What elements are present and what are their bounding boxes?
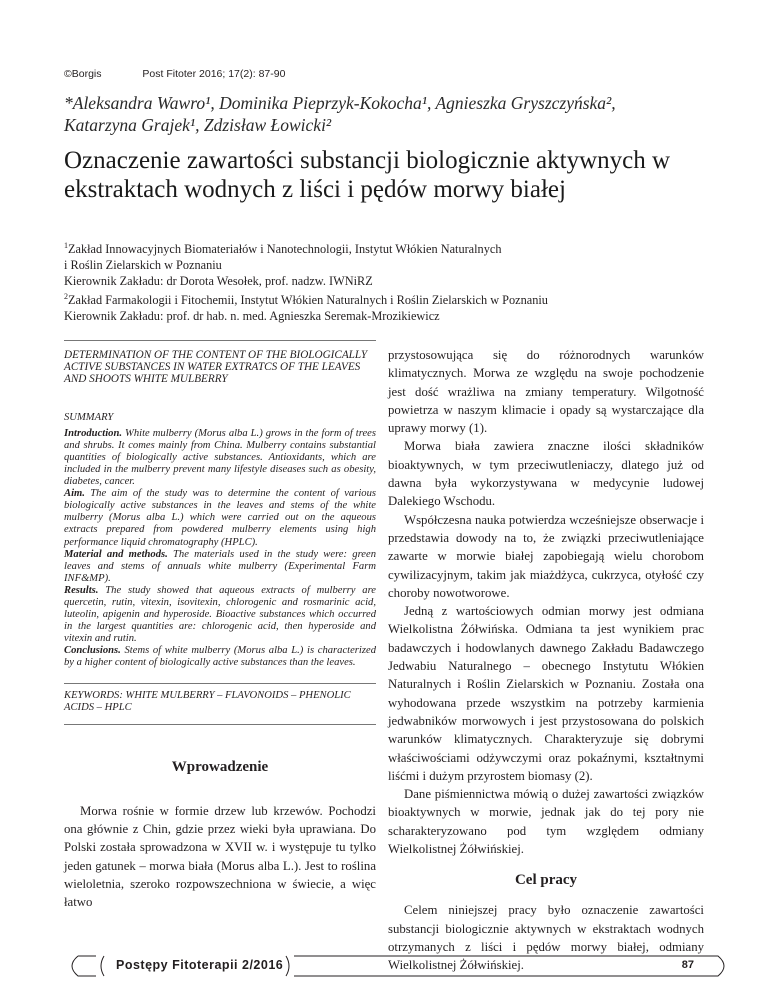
page-number: 87 — [681, 959, 694, 971]
summary-aim: Aim. The aim of the study was to determine the content of various biologically active substances in the leaves and stems of the white mulberry (Morus alba L.) which were carried out on the aqueous extracts prepared from powdered mulberry elements using high performance liquid chromatography (HPLC). — [64, 488, 376, 548]
body-paragraph: Dane piśmiennictwa mówią o dużej zawartości związków bioaktywnych w morwie, jednak jak do tej pory nie scharakteryzowano pod tym względem odmiany Wielkolistnej Żółwińskiej. — [388, 787, 704, 857]
body-paragraph: przystosowująca się do różnorodnych warunków klimatycznych. Morwa ze względu na swoje pochodzenie jest dość wrażliwa na zmiany temperatury. Wilgotność powietrza w naszym klimacie i opady są wystarczające dla uprawy morwy (1). — [388, 348, 704, 436]
page-footer — [64, 955, 732, 977]
affiliation-line: $^1$Zakład Innowacyjnych Biomateriałów i Nanotechnologii, Instytut Włókien Naturalnych — [64, 241, 502, 257]
summary-introduction: Introduction. White mulberry (Morus alba L.) grows in the form of trees and shrubs. It comes mainly from China. Mulberry contains substantial quantities of biologically active substances. Antioxidants, which are included in the mulberry prevent many lifestyle diseases such as obesity, diabetes, cancer. — [64, 427, 376, 488]
body-paragraph: Morwa biała zawiera znaczne ilości składników bioaktywnych, w tym przeciwutleniaczy, dlatego już od dawna była wykorzystywana w medycynie ludowej Dalekiego Wschodu. — [388, 439, 704, 509]
copyright-notice: ©Borgis — [64, 68, 102, 80]
author-list — [64, 92, 724, 136]
section-heading-aim: Cel pracy — [514, 872, 578, 889]
english-title: DETERMINATION OF THE CONTENT OF THE BIOLOGICALLY ACTIVE SUBSTANCES IN WATER EXTRATCS OF THE LEAVES AND SHOOTS WHITE MULBERRY — [64, 349, 368, 386]
body-paragraph: Współczesna nauka potwierdza wcześniejsze obserwacje i przedstawia dowody na to, że związki przeciwutleniające zawarte w morwie białej zapobiegają wielu chorobom cywilizacyjnym, takim jak miażdżyca, cukrzyca, otyłość czy choroby nowotworowe. — [388, 512, 704, 600]
introduction-body — [64, 802, 376, 912]
right-column — [388, 346, 704, 975]
keywords-bottom-rule — [64, 724, 376, 725]
aim-paragraph: Celem niniejszej pracy było oznaczenie zawartości substancji biologicznie aktywnych w ekstraktach wodnych otrzymanych z liści i pędów morwy białej, odmiany Wielkolistnej Żółwińskiej. — [388, 903, 704, 973]
introduction-paragraph: Morwa rośnie w formie drzew lub krzewów. Pochodzi ona głównie z Chin, gdzie przez wieki była uprawiana. Do Polski została sprowadzona w XVII w. i występuje tu tylko jeden gatunek – morwa biała (Morus alba L.). Jest to roślina wieloletnia, szeroko rozpowszechniona w świecie, a więc łatwo — [64, 803, 376, 910]
section-heading-introduction: Wprowadzenie — [171, 758, 269, 775]
affiliation-line: i Roślin Zielarskich w Poznaniu — [64, 258, 222, 273]
article-title: Oznaczenie zawartości substancji biologicznie aktywnych w ekstraktach wodnych z liści i pędów morwy białej — [64, 147, 671, 203]
abstract-top-rule — [64, 340, 376, 341]
affiliation-line: $^2$Zakład Farmakologii i Fitochemii, Instytut Włókien Naturalnych i Roślin Zielarskich w Poznaniu — [64, 292, 548, 308]
keywords-rule — [64, 683, 376, 684]
affiliation-line: Kierownik Zakładu: dr Dorota Wesołek, prof. nadzw. IWNiRZ — [64, 274, 373, 289]
summary-results: Results. The study showed that aqueous extracts of mulberry are quercetin, rutin, vitexin, isovitexin, chlorogenic and rosmarinic acid, luteolin, apigenin and hyperoside. Bioactive substances which occurred in the largest quantities are: chlorogenic acid, then hyperoside and vitexin and rutin. — [64, 584, 376, 645]
affiliation-line: Kierownik Zakładu: prof. dr hab. n. med. Agnieszka Seremak-Mrozikiewicz — [64, 309, 440, 324]
summary-conclusions: Conclusions. Stems of white mulberry (Morus alba L.) is characterized by a higher content of biologically active substances than the leaves. — [64, 645, 376, 669]
keywords: KEYWORDS: WHITE MULBERRY – FLAVONOIDS – PHENOLIC ACIDS – HPLC — [64, 689, 351, 713]
left-column — [64, 340, 376, 912]
summary-label: SUMMARY — [64, 411, 114, 423]
authors-line-1: *Aleksandra Wawro¹, Dominika Pieprzyk-Kokocha¹, Agnieszka Gryszczyńska², — [64, 93, 616, 113]
affiliations — [64, 238, 724, 324]
summary-methods: Material and methods. The materials used in the study were: green leaves and stems of annuals white mulberry (Experimental Farm INF&MP). — [64, 548, 376, 584]
english-summary — [64, 412, 376, 670]
journal-reference: Post Fitoter 2016; 17(2): 87-90 — [142, 68, 286, 80]
authors-line-2: Katarzyna Grajek¹, Zdzisław Łowicki² — [64, 115, 332, 135]
running-header — [64, 68, 285, 80]
footer-journal-name: Postępy Fitoterapii 2/2016 — [116, 958, 284, 972]
body-paragraph: Jedną z wartościowych odmian morwy jest odmiana Wielkolistna Żółwińska. Odmiana ta jest wynikiem prac badawczych i hodowlanych dawnego Zakładu Badawczego Jedwabiu Naturalnego – obecnego Instytutu Włókien Naturalnych i Roślin Zielarskich w Poznaniu. Została ona wyhodowana przede wszystkim na potrzeby karmienia jedwabników morwowych i jest przystosowana do polskich warunków klimatycznych. Charakteryzuje się dobrymi właściwościami odżywczymi oraz pokaźnymi, kształtnymi liśćmi i dużym przyrostem biomasy (2). — [388, 604, 704, 783]
